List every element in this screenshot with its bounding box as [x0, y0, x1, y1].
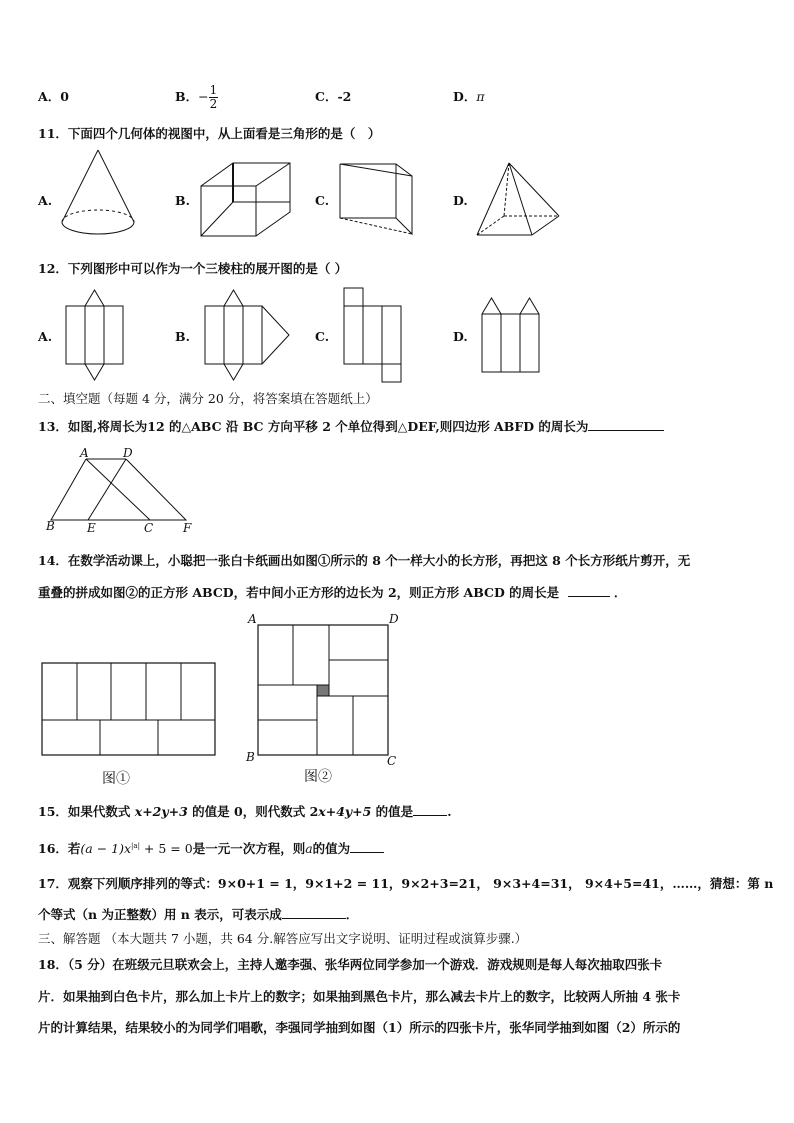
- q15-mid: 的值是 0，则代数式 2: [187, 804, 319, 819]
- q14-line2: [38, 584, 626, 601]
- q14-answer-blank[interactable]: [568, 584, 610, 597]
- point-f-label: F: [183, 521, 192, 535]
- q14-line2-end: ．: [613, 585, 627, 600]
- q14-line1: 14．在数学活动课上，小聪把一张白卡纸画出如图①所示的 8 个一样大小的长方形，再把这 8 个长方形纸片剪开，无: [38, 553, 691, 568]
- q16-mid: 是一元一次方程，则: [192, 841, 306, 857]
- q17-line2-end: ．: [345, 907, 359, 922]
- q16-answer-blank[interactable]: [350, 840, 384, 853]
- cone-figure: [60, 148, 140, 248]
- q14-line2-text: 重叠的拼成如图②的正方形 ABCD，若中间小正方形的边长为 2，则正方形 ABCD 的周长是: [38, 585, 560, 600]
- q11-label-a: A.: [38, 193, 53, 208]
- q12-label-b: B.: [175, 329, 190, 344]
- q13-answer-blank[interactable]: [588, 418, 664, 431]
- q12-label-d: D.: [453, 329, 468, 344]
- option-b-fraction: [209, 84, 219, 111]
- net-a-figure: [64, 288, 134, 388]
- triangular-prism-figure: [336, 160, 426, 240]
- q16-stem: [38, 838, 384, 857]
- point-c-label: C: [144, 521, 154, 535]
- q11-label-c: C.: [315, 193, 330, 208]
- q17-line2-text: 个等式（n 为正整数）用 n 表示，可表示成: [38, 907, 282, 922]
- figure-1-rectangles: [41, 662, 219, 758]
- square-corner-c: C: [387, 754, 397, 768]
- q13-text: 13．如图,将周长为12 的△ABC 沿 BC 方向平移 2 个单位得到△DEF,则四边形 ABFD 的周长为: [38, 419, 589, 434]
- q16-eq-right: + 5 = 0: [139, 841, 193, 857]
- point-b-label: B: [46, 519, 55, 533]
- q18-line1: 18．（5 分）在班级元旦联欢会上，主持人邀李强、张华两位同学参加一个游戏．游戏规则是每人每次抽取四张卡: [38, 957, 663, 972]
- q17-answer-blank[interactable]: [282, 906, 346, 919]
- option-d-pi: π: [476, 89, 485, 104]
- pyramid-figure: [474, 160, 564, 240]
- point-d-label: D: [123, 446, 133, 460]
- option-a: A．0: [38, 89, 69, 104]
- option-c: C．-2: [315, 89, 352, 104]
- cube-figure: [198, 160, 298, 240]
- square-corner-b: B: [246, 750, 255, 764]
- q15-expr2: x+4y+5: [318, 804, 372, 819]
- figure-2-square: [257, 624, 391, 758]
- point-e-label: E: [87, 521, 96, 535]
- option-b-sign: −: [198, 89, 209, 104]
- q12-stem: 12．下列图形中可以作为一个三棱柱的展开图的是（ ）: [38, 261, 348, 276]
- section-2-heading: 二、填空题（每题 4 分，满分 20 分，将答案填在答题纸上）: [38, 391, 378, 406]
- q15-stem: [38, 803, 452, 820]
- section-3-heading: 三、解答题 （本大题共 7 小题，共 64 分.解答应写出文字说明、证明过程或演算步骤.）: [38, 931, 528, 946]
- square-corner-a: A: [248, 612, 257, 626]
- point-a-label: A: [80, 446, 89, 460]
- q11-stem: 11．下面四个几何体的视图中，从上面看是三角形的是（ ）: [38, 126, 381, 141]
- q15-suffix: 的值是: [371, 804, 414, 819]
- q11-label-b: B.: [175, 193, 190, 208]
- option-d-prefix: D．: [453, 89, 477, 104]
- figure-2-caption: 图②: [304, 769, 332, 785]
- net-d-figure: [480, 296, 550, 378]
- q16-exponent: |a|: [131, 842, 140, 850]
- option-d: [453, 89, 485, 105]
- q15-prefix: 15．如果代数式: [38, 804, 135, 819]
- q16-variable: a: [305, 841, 313, 857]
- q13-stem: [38, 418, 664, 435]
- q16-eq-left: (a − 1)x: [80, 841, 132, 857]
- q16-suffix: 的值为: [312, 841, 351, 857]
- option-b: [175, 80, 218, 114]
- q15-end: .: [447, 804, 452, 819]
- q11-label-d: D.: [453, 193, 468, 208]
- q15-answer-blank[interactable]: [413, 803, 447, 816]
- option-b-prefix: B．: [175, 89, 199, 104]
- q12-label-a: A.: [38, 329, 53, 344]
- q17-line2: [38, 906, 358, 923]
- net-b-figure: [203, 288, 303, 388]
- fraction-numerator: 1: [209, 83, 218, 97]
- q18-line2: 片．如果抽到白色卡片，那么加上卡片上的数字；如果抽到黑色卡片，那么减去卡片上的数字，比较两人所抽 4 张卡: [38, 989, 681, 1004]
- fraction-denominator: 2: [209, 97, 218, 111]
- figure-1-caption: 图①: [102, 771, 130, 787]
- q15-expr1: x+2y+3: [134, 804, 188, 819]
- square-corner-d: D: [389, 612, 399, 626]
- net-c-figure: [342, 286, 412, 388]
- q17-line1: 17．观察下列顺序排列的等式：9×0+1 = 1，9×1+2 = 11，9×2+3=21， 9×3+4=31， 9×4+5=41，……，猜想：第 n: [38, 876, 774, 891]
- q12-label-c: C.: [315, 329, 330, 344]
- q16-prefix: 16．若: [38, 841, 81, 857]
- q18-line3: 片的计算结果，结果较小的为同学们唱歌，李强同学抽到如图（1）所示的四张卡片，张华同学抽到如图（2）所示的: [38, 1020, 681, 1035]
